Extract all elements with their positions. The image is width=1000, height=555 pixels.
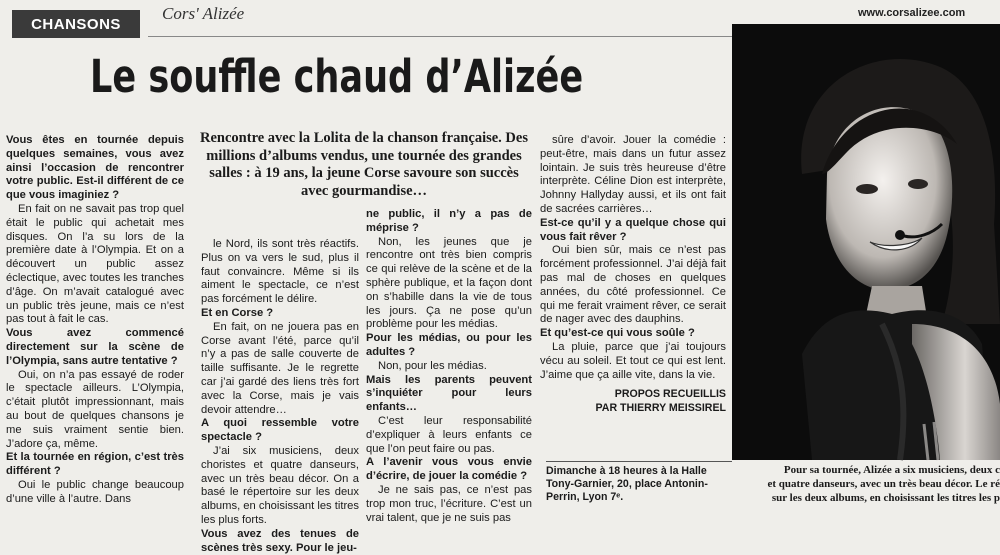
concert-info: Dimanche à 18 heures à la Halle Tony-Garnier, 20, place Antonin-Perrin, Lyon 7ᵉ. [546,465,708,503]
byline-line: PROPOS RECUEILLIS [614,388,726,401]
author-byline [540,388,726,416]
article-headline: Le souffle chaud d’Alizée [90,50,584,103]
interview-question: Et en Corse ? [201,306,274,319]
magazine-logo: Cors' Alizée [162,4,245,23]
interview-answer: Oui le public change beaucoup d’une ville à l’autre. Dans [6,478,184,505]
interview-question: Vous avez des tenues de scènes très sexy. Pour le jeu- [201,527,359,554]
interview-answer: Oui, on n’a pas essayé de roder le spectacle ailleurs. L’Olympia, c’était plutôt impressionnant, mais au bout de quelques chansons je me suis vraiment sentie bien. J’adore ça, même. [6,368,184,450]
interview-question: Pour les médias, ou pour les adultes ? [366,332,532,358]
interview-answer: Non, pour les médias. [378,359,487,372]
interview-answer: Je ne sais pas, ce n’est pas trop mon truc, l’écriture. C’est un vrai talent, que je ne suis pas [366,483,532,524]
interview-question: Est-ce qu’il y a quelque chose qui vous fait rêver ? [540,216,726,243]
info-divider [546,461,732,462]
photo-caption-line: sur les deux albums, en choisissant les titres les p [771,492,1000,504]
website-url: www.corsalizee.com [858,7,966,19]
photo-caption-line: et quatre danseurs, avec un très beau décor. Le ré [767,478,1000,490]
interview-question: Et qu’est-ce qui vous soûle ? [540,327,695,340]
header-divider [148,36,732,37]
interview-answer: Non, les jeunes que je rencontre ont très bien compris ce qui relève de la scène et de la sphère publique, et la façon dont on s’habille dans la vie de tous les jours. Ça ne pose qu’un problème pour les médias. [366,235,532,331]
article-intro: Rencontre avec la Lolita de la chanson française. Des millions d’albums vendus, une tournée des grandes salles : à 19 ans, la jeune Corse savoure son succès avec gourmandise… [200,130,528,199]
interview-answer: sûre d’avoir. Jouer la comédie : peut-être, mais dans un futur assez lointain. Je suis très heureuse d’être interprète. Céline Dion est interprète, Johnny Hallyday aussi, et ils ont fait de sacrées carrières… [540,134,726,215]
interview-answer: En fait on ne savait pas trop quel était le public qui achetait mes disques. On l’a su lors de la première date à l’Olympia. Et on a découvert un public assez éclectique, avec toutes les tranches d’âge. On m’avait catalogué avec un public très jeune, mais ce n’est pas tout à fait le cas. [6,202,184,326]
photo-caption [742,463,1000,505]
interview-question: Vous êtes en tournée depuis quelques semaines, vous avez ainsi l’occasion de rencontrer votre public. Est-il différent de ce que vous imaginiez ? [6,134,184,202]
byline-line: PAR THIERRY MEISSIREL [595,402,726,415]
article-column-1 [6,134,184,510]
interview-question: Mais les parents peuvent s’inquiéter pour leurs enfants… [366,373,532,414]
interview-question: Et la tournée en région, c’est très différent ? [6,451,184,478]
photo-caption-line: Pour sa tournée, Alizée a six musiciens, deux c [783,464,1000,476]
interview-question: A quoi ressemble votre spectacle ? [201,417,359,444]
article-column-3 [366,208,532,524]
interview-question: A l’avenir vous vous envie d’écrire, de jouer la comédie ? [366,456,532,483]
singer-photo-illustration [732,24,1000,460]
interview-question: Vous avez commencé directement sur la scène de l’Olympia, sans autre tentative ? [6,327,184,367]
section-rubric: CHANSONS [12,10,140,38]
interview-question: ne public, il n’y a pas de méprise ? [366,208,532,234]
interview-answer: le Nord, ils sont très réactifs. Plus on va vers le sud, plus il faut convaincre. Même si ils aiment le spectacle, ce n’est pas forcément le délire. [201,238,359,306]
interview-answer: C’est leur responsabilité d’expliquer à leurs enfants ce que l’on peut faire ou pas. [366,414,532,455]
singer-photo [732,24,1000,460]
interview-answer: En fait, on ne jouera pas en Corse avant l’été, parce qu’il n’y a pas de salle couverte de taille suffisante. Je le regrette car j’ai gardé des liens très fort avec la Corse, mais je vais devoir attendre… [201,320,359,416]
interview-answer: Oui bien sûr, mais ce n’est pas forcément professionnel. J’ai déjà fait pas mal de choses en quelques années, du côté professionnel. Ce qui me ferait vraiment rêver, ce serait de nager avec des dauphins. [540,244,726,326]
interview-answer: La pluie, parce que j’ai toujours vécu au soleil. Et tout ce qui est lent. J’aime que ça aille vite, dans la vie. [540,340,726,381]
article-column-2 [201,238,359,554]
article-column-4 [540,134,726,434]
interview-answer: J’ai six musiciens, deux choristes et quatre danseurs, avec un très beau décor. On a basé le répertoire sur les deux albums, en choisissant les titres les plus forts. [201,444,359,526]
